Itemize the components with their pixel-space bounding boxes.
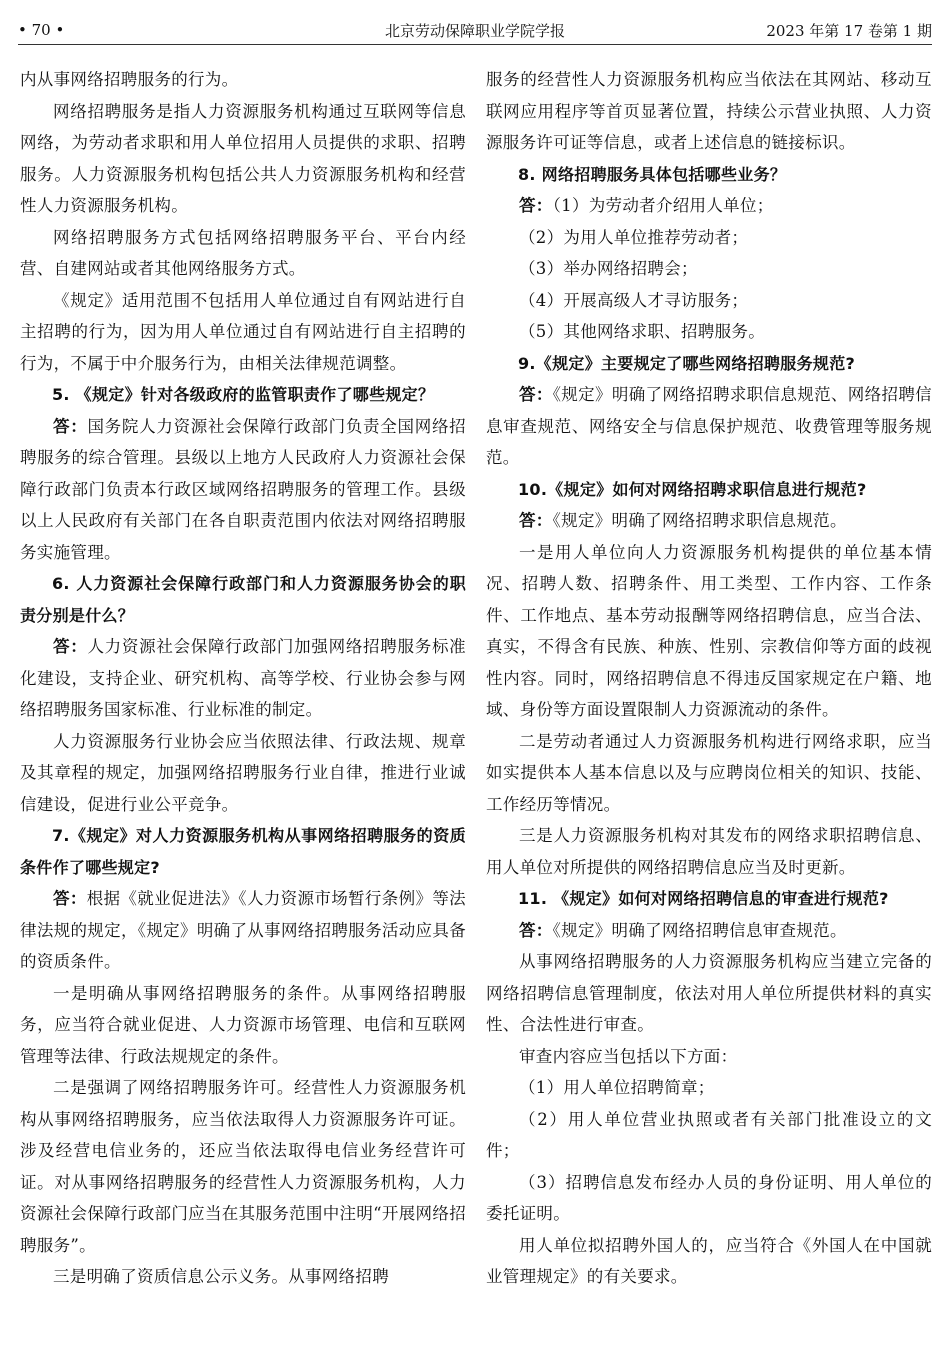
left-column (20, 64, 466, 1293)
answer-label: 答： (519, 920, 553, 940)
paragraph: （1）用人单位招聘简章； (519, 1078, 715, 1097)
issue-info: 2023 年第 17 卷第 1 期 (766, 21, 932, 40)
paragraph: （4）开展高级人才寻访服务； (519, 290, 749, 310)
paragraph: 网络招聘服务是指人力资源服务机构通过互联网等信息网络，为劳动者求职和用人单位招用人员提供的求职、招聘服务。人力资源服务机构包括公共人力资源服务机构和经营性人力资源服务机构。 (20, 101, 466, 215)
paragraph (20, 411, 466, 569)
question-heading: 9.《规定》主要规定了哪些网络招聘服务规范? (518, 353, 856, 373)
paragraph: 审查内容应当包括以下方面： (519, 1046, 738, 1066)
paragraph: 一是用人单位向人力资源服务机构提供的单位基本情况、招聘人数、招聘条件、用工类型、工作内容、工作条件、工作地点、基本劳动报酬等网络招聘信息，应当合法、真实，不得含有民族、种族、性别、宗教信仰等方面的歧视性内容。同时，网络招聘信息不得违反国家规定在户籍、地域、身份等方面设置限制人力资源流动的条件。 (486, 542, 932, 719)
paragraph: 二是强调了网络招聘服务许可。经营性人力资源服务机构从事网络招聘服务，应当依法取得人力资源服务许可证。涉及经营电信业务的，还应当依法取得电信业务经营许可证。对从事网络招聘服务的经营性人力资源服务机构，人力资源社会保障行政部门应当在其服务范围中注明“开展网络招聘服务”。 (20, 1078, 466, 1255)
paragraph: 三是人力资源服务机构对其发布的网络求职招聘信息、用人单位对所提供的网络招聘信息应当及时更新。 (486, 826, 932, 877)
page-number: • 70 • (18, 21, 65, 39)
question-heading: 10.《规定》如何对网络招聘求职信息进行规范? (518, 479, 867, 499)
paragraph: 二是劳动者通过人力资源服务机构进行网络求职，应当如实提供本人基本信息以及与应聘岗位相关的知识、技能、工作经历等情况。 (486, 731, 932, 814)
paragraph (486, 379, 932, 474)
answer-label: 答： (53, 637, 88, 656)
paragraph: 一是明确从事网络招聘服务的条件。从事网络招聘服务，应当符合就业促进、人力资源市场管理、电信和互联网管理等法律、行政法规规定的条件。 (20, 983, 466, 1066)
paragraph: 服务的经营性人力资源服务机构应当依法在其网站、移动互联网应用程序等首页显著位置，持续公示营业执照、人力资源服务许可证等信息，或者上述信息的链接标识。 (486, 70, 932, 152)
paragraph: 用人单位拟招聘外国人的，应当符合《外国人在中国就业管理规定》的有关要求。 (486, 1235, 932, 1286)
paragraph: （3）招聘信息发布经办人员的身份证明、用人单位的委托证明。 (486, 1172, 932, 1223)
paragraph: 从事网络招聘服务的人力资源服务机构应当建立完备的网络招聘信息管理制度，依法对用人单位所提供材料的真实性、合法性进行审查。 (486, 952, 932, 1034)
paragraph (20, 631, 466, 726)
answer-label: 答： (53, 889, 87, 908)
paragraph: （2）用人单位营业执照或者有关部门批准设立的文件； (486, 1109, 932, 1160)
paragraph (20, 883, 466, 978)
answer-text: 人力资源社会保障行政部门加强网络招聘服务标准化建设，支持企业、研究机构、高等学校、行业协会参与网络招聘服务国家标准、行业标准的制定。 (20, 637, 466, 719)
journal-title: 北京劳动保障职业学院学报 (384, 21, 565, 40)
paragraph: （5）其他网络求职、招聘服务。 (519, 322, 765, 341)
paragraph: 网络招聘服务方式包括网络招聘服务平台、平台内经营、自建网站或者其他网络服务方式。 (20, 227, 466, 278)
answer-text: 《规定》明确了网络招聘信息审查规范。 (552, 920, 847, 940)
answer-text: 《规定》明确了网络招聘求职信息规范、网络招聘信息审查规范、网络安全与信息保护规范、收费管理等服务规范。 (486, 385, 932, 467)
answer-text: （1）为劳动者介绍用人单位； (552, 196, 774, 215)
paragraph (486, 915, 932, 947)
answer-label: 答： (519, 511, 553, 530)
paragraph: 人力资源服务行业协会应当依照法律、行政法规、规章及其章程的规定，加强网络招聘服务行业自律，推进行业诚信建设，促进行业公平竞争。 (20, 731, 466, 814)
paragraph: 内从事网络招聘服务的行为。 (20, 70, 239, 89)
paragraph: 三是明确了资质信息公示义务。从事网络招聘 (53, 1267, 389, 1286)
question-heading: 6. 人力资源社会保障行政部门和人力资源服务协会的职责分别是什么？ (20, 574, 466, 625)
question-heading: 8. 网络招聘服务具体包括哪些业务？ (518, 164, 787, 184)
answer-label: 答： (53, 416, 88, 436)
right-column (486, 64, 932, 1293)
answer-text: 根据《就业促进法》《人力资源市场暂行条例》等法律法规的规定，《规定》明确了从事网络招聘服务活动应具备的资质条件。 (20, 889, 466, 971)
paragraph: 《规定》适用范围不包括用人单位通过自有网站进行自主招聘的行为，因为用人单位通过自有网站进行自主招聘的行为，不属于中介服务行为，由相关法律规范调整。 (20, 290, 466, 373)
question-heading: 5. 《规定》针对各级政府的监管职责作了哪些规定？ (52, 385, 435, 404)
answer-label: 答： (519, 196, 553, 215)
paragraph (486, 505, 932, 537)
answer-text: 《规定》明确了网络招聘求职信息规范。 (552, 511, 847, 530)
answer-label: 答： (519, 385, 553, 404)
paragraph: （3）举办网络招聘会； (519, 259, 698, 278)
answer-text: 国务院人力资源社会保障行政部门负责全国网络招聘服务的综合管理。县级以上地方人民政府人力资源社会保障行政部门负责本行政区域网络招聘服务的管理工作。县级以上人民政府有关部门在各自职责范围内依法对网络招聘服务实施管理。 (20, 416, 466, 562)
page-header (18, 16, 932, 45)
paragraph (486, 190, 932, 222)
question-heading: 7.《规定》对人力资源服务机构从事网络招聘服务的资质条件作了哪些规定? (20, 826, 466, 877)
paragraph: （2）为用人单位推荐劳动者； (519, 227, 749, 247)
question-heading: 11. 《规定》如何对网络招聘信息的审查进行规范? (518, 889, 889, 908)
